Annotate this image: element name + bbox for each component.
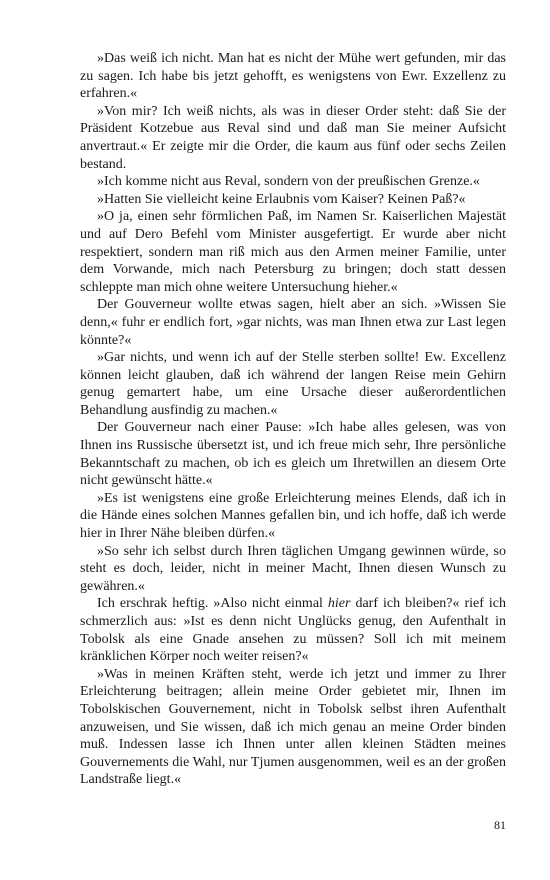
paragraph-3: »Ich komme nicht aus Reval, sondern von der preußischen Grenze.«: [97, 174, 480, 190]
paragraph-12: »Was in meinen Kräften steht, werde ich jetzt und immer zu Ihrer Erleichterung beitragen; allein meine Order gebietet mir, Ihnen im Tobolskischen Gouvernement, nicht in Tobolsk selbst ihren Aufenthalt anzuweisen, und Sie wissen, daß ich mich genau an meine Order binden muß. Indessen lasse ich Ihnen unter allen kleinen Städten meines Gouvernements die Wahl, nur Tjumen ausgenommen, weil es an der großen Landstraße liegt.«: [80, 666, 506, 788]
paragraph-6: Der Gouverneur wollte etwas sagen, hielt aber an sich. »Wissen Sie denn,« fuhr er endlich fort, »gar nichts, was man Ihnen etwa zur Last legen könnte?«: [80, 297, 506, 348]
emphasis-text: hier: [327, 596, 351, 612]
page-number: 81: [494, 818, 506, 832]
paragraph-1: »Das weiß ich nicht. Man hat es nicht der Mühe wert gefunden, mir das zu sagen. Ich habe bis jetzt gehofft, es wenigstens von Ewr. Exzellenz zu erfahren.«: [80, 51, 506, 102]
body-text: [80, 50, 506, 789]
paragraph-9: »Es ist wenigstens eine große Erleichterung meines Elends, daß ich in die Hände eines solchen Mannes gefallen bin, und ich hoffe, daß ich werde hier in Ihrer Nähe bleiben dürfen.«: [80, 490, 506, 542]
paragraph-4: »Hatten Sie vielleicht keine Erlaubnis vom Kaiser? Keinen Paß?«: [97, 191, 466, 207]
paragraph-10: »So sehr ich selbst durch Ihren täglichen Umgang gewinnen würde, so steht es doch, leider, nicht in meiner Macht, Ihnen diesen Wunsch zu gewähren.«: [80, 543, 506, 594]
paragraph-5: »O ja, einen sehr förmlichen Paß, im Namen Sr. Kaiserlichen Majestät und auf Dero Befehl vom Minister ausgefertigt. Er wurde aber nicht respektiert, sondern man riß mich aus den Armen meiner Familie, unter dem Vorwande, mich nach Petersburg zu bringen; doch statt dessen schleppte man mich ohne weitere Untersuchung hieher.«: [80, 209, 506, 295]
paragraph-2: »Von mir? Ich weiß nichts, als was in dieser Order steht: daß Sie der Präsident Kotzebue aus Reval sind und daß man Sie meiner Aufsicht anvertraut.« Er zeigte mir die Order, die kaum aus fünf oder sechs Zeilen bestand.: [80, 103, 506, 172]
paragraph-11: Ich erschrak heftig. »Also nicht einmal hier darf ich bleiben?« rief ich schmerzlich aus: »Ist es denn nicht Unglücks genug, den Aufenthalt in Tobolsk als eine Gnade ansehen zu müssen? Soll ich mit meinem kränklichen Körper noch weiter reisen?«: [80, 596, 507, 665]
paragraph-7: »Gar nichts, und wenn ich auf der Stelle sterben sollte! Ew. Excellenz können leicht glauben, daß ich während der langen Reise mein Gehirn genug gemartert habe, um eine Ursache dieser außerordentlichen Behandlung ausfindig zu machen.«: [80, 350, 506, 418]
paragraph-8: Der Gouverneur nach einer Pause: »Ich habe alles gelesen, was von Ihnen ins Russische übersetzt ist, und ich freue mich sehr, Ihre persönliche Bekanntschaft zu machen, ob ich es gleich um Ihretwillen an diesem Orte nicht gewünscht hätte.«: [80, 420, 506, 489]
